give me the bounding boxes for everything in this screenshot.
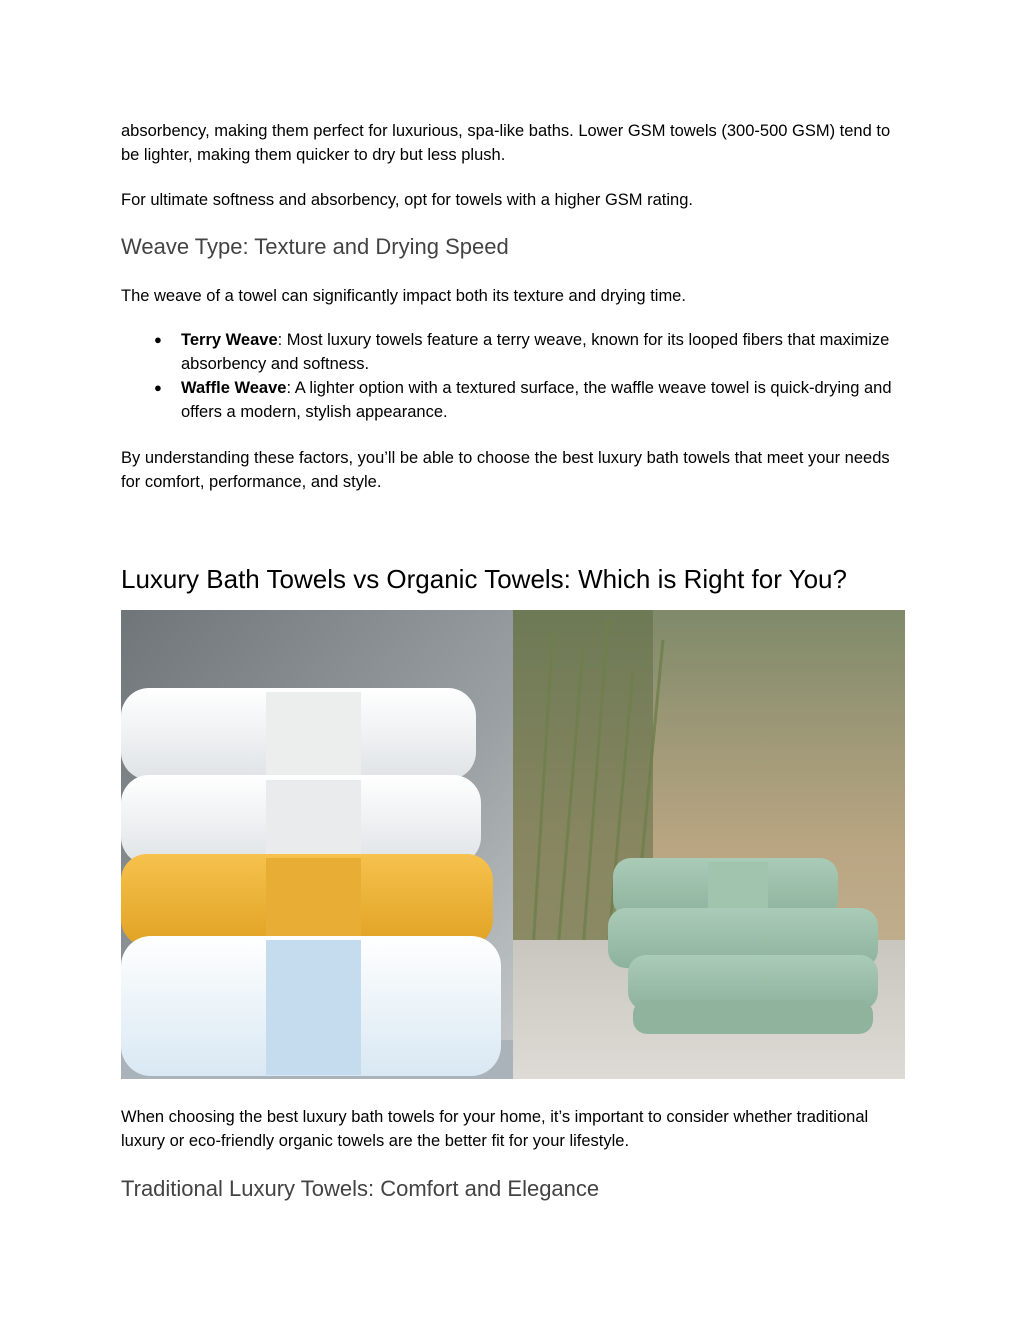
- paragraph-gsm: absorbency, making them perfect for luxurious, spa-like baths. Lower GSM towels (300-500 GSM) tend to be lighter, making them quicker to dry but less plush.: [121, 122, 891, 164]
- list-item: [121, 328, 906, 376]
- paragraph-weave-intro: The weave of a towel can significantly impact both its texture and drying time.: [121, 287, 686, 305]
- heading-weave-type: Weave Type: Texture and Drying Speed: [121, 234, 509, 259]
- paragraph-gsm-tip: For ultimate softness and absorbency, opt for towels with a higher GSM rating.: [121, 191, 693, 209]
- bullet-icon: ●: [154, 332, 162, 347]
- organic-towels-photo: [513, 610, 905, 1079]
- bullet-icon: ●: [154, 380, 162, 395]
- weave-list: [121, 328, 906, 424]
- list-text: : Most luxury towels feature a terry weave, known for its looped fibers that maximize absorbency and softness.: [181, 331, 890, 373]
- list-item: [121, 376, 906, 424]
- list-term: Terry Weave: [181, 331, 278, 349]
- paragraph-summary: By understanding these factors, you’ll be able to choose the best luxury bath towels that meet your needs for comfort, performance, and style.: [121, 449, 890, 491]
- towels-comparison-image: [121, 610, 906, 1079]
- luxury-towels-photo: [121, 610, 513, 1079]
- paragraph-comparison: When choosing the best luxury bath towels for your home, it’s important to consider whether traditional luxury or eco-friendly organic towels are the better fit for your lifestyle.: [121, 1108, 869, 1150]
- section-heading: Luxury Bath Towels vs Organic Towels: Which is Right for You?: [121, 564, 847, 594]
- list-text: : A lighter option with a textured surface, the waffle weave towel is quick-drying and offers a modern, stylish appearance.: [181, 379, 892, 421]
- heading-traditional: Traditional Luxury Towels: Comfort and Elegance: [121, 1176, 600, 1201]
- list-term: Waffle Weave: [181, 379, 287, 397]
